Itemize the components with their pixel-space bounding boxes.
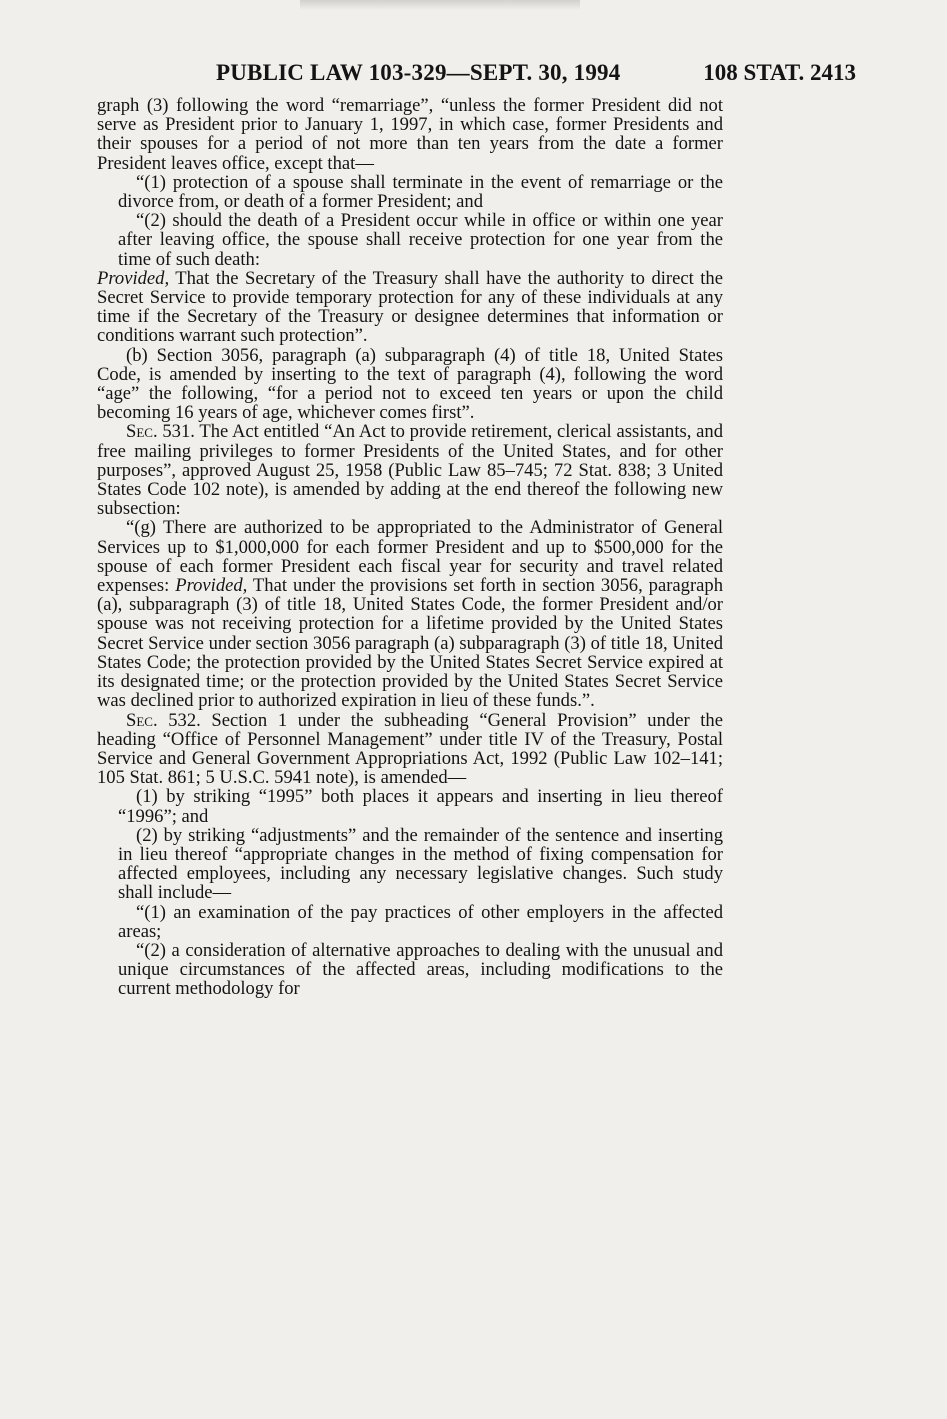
section-531 bbox=[97, 422, 723, 518]
running-header bbox=[100, 58, 856, 88]
header-title: PUBLIC LAW 103-329—SEPT. 30, 1994 bbox=[216, 60, 621, 85]
body-text bbox=[97, 96, 723, 999]
subsection-g bbox=[97, 518, 723, 710]
study-item-2: “(2) a consideration of alternative approaches to dealing with the unusual and unique circumstances of the affected areas, including modifications to the current methodology for bbox=[118, 939, 723, 1000]
amendment-item-2: (2) by striking “adjustments” and the remainder of the sentence and inserting in lieu thereof “appropriate changes in the method of fixing compensation for affected employees, including any necessary legislative changes. Such study shall include— bbox=[118, 824, 723, 904]
italic-provided: Provided, bbox=[97, 267, 170, 289]
paragraph-item-2: “(2) should the death of a President occur while in office or within one year after leaving office, the spouse shall receive protection for one year from the time of such death: bbox=[118, 210, 723, 270]
study-item-1: “(1) an examination of the pay practices of other employers in the affected areas; bbox=[118, 901, 723, 942]
paragraph-b: (b) Section 3056, paragraph (a) subparagraph (4) of title 18, United States Code, is amended by inserting to the text of paragraph (4), following the word “age” the following, “for a period not to exceed ten years or upon the child becoming 16 years of age, whichever comes first”. bbox=[97, 344, 723, 424]
proviso-text: That the Secretary of the Treasury shall have the authority to direct the Secret Service to provide temporary protection for any of these individuals at any time if the Secretary of the Treasury or designee determines that information or conditions warrant such protection”. bbox=[97, 267, 723, 347]
scan-bleed-mark bbox=[300, 0, 580, 10]
section-532 bbox=[97, 711, 723, 788]
subsection-g-text-a: “(g) There are authorized to be appropriated to the Administrator of General Services up to $1,000,000 for each former President and up to $500,000 for the spouse of each former President each fiscal year for security and travel related expenses: bbox=[97, 517, 723, 597]
section-label: Sec. 531. bbox=[126, 421, 195, 443]
section-label: Sec. 532. bbox=[126, 709, 201, 731]
paragraph-proviso bbox=[97, 269, 723, 346]
italic-provided: Provided, bbox=[175, 575, 248, 597]
paragraph-item-1: “(1) protection of a spouse shall terminate in the event of remarriage or the divorce from, or death of a former President; and bbox=[118, 171, 723, 213]
section-531-text: The Act entitled “An Act to provide retirement, clerical assistants, and free mailing privileges to former Presidents of the United States, and for other purposes”, approved August 25, 1958 (Public Law 85–745; 72 Stat. 838; 3 United States Code 102 note), is amended by adding at the end thereof the following new subsection: bbox=[97, 421, 723, 520]
amendment-item-1: (1) by striking “1995” both places it appears and inserting in lieu thereof “1996”; and bbox=[118, 786, 723, 827]
section-532-text: Section 1 under the subheading “General Provision” under the heading “Office of Personnel Management” under title IV of the Treasury, Postal Service and General Government Appropriations Act, 1992 (Public Law 102–141; 105 Stat. 861; 5 U.S.C. 5941 note), is amended— bbox=[97, 709, 723, 789]
subsection-g-text-b: That under the provisions set forth in section 3056, paragraph (a), subparagraph (3) of title 18, United States Code, the former President and/or spouse was not receiving protection for a lifetime provided by the United States Secret Service under section 3056 paragraph (a) subparagraph (3) of title 18, United States Code; the protection provided by the United States Secret Service expired at its designated time; or the protection provided by the United States Secret Service was declined prior to authorized expiration in lieu of these funds.”. bbox=[97, 575, 723, 712]
header-stat-page: 108 STAT. 2413 bbox=[703, 60, 856, 85]
paragraph: graph (3) following the word “remarriage”, “unless the former President did not serve as President prior to January 1, 1997, in which case, former Presidents and their spouses for a period of not more than ten years from the date a former President leaves office, except that— bbox=[97, 95, 723, 174]
